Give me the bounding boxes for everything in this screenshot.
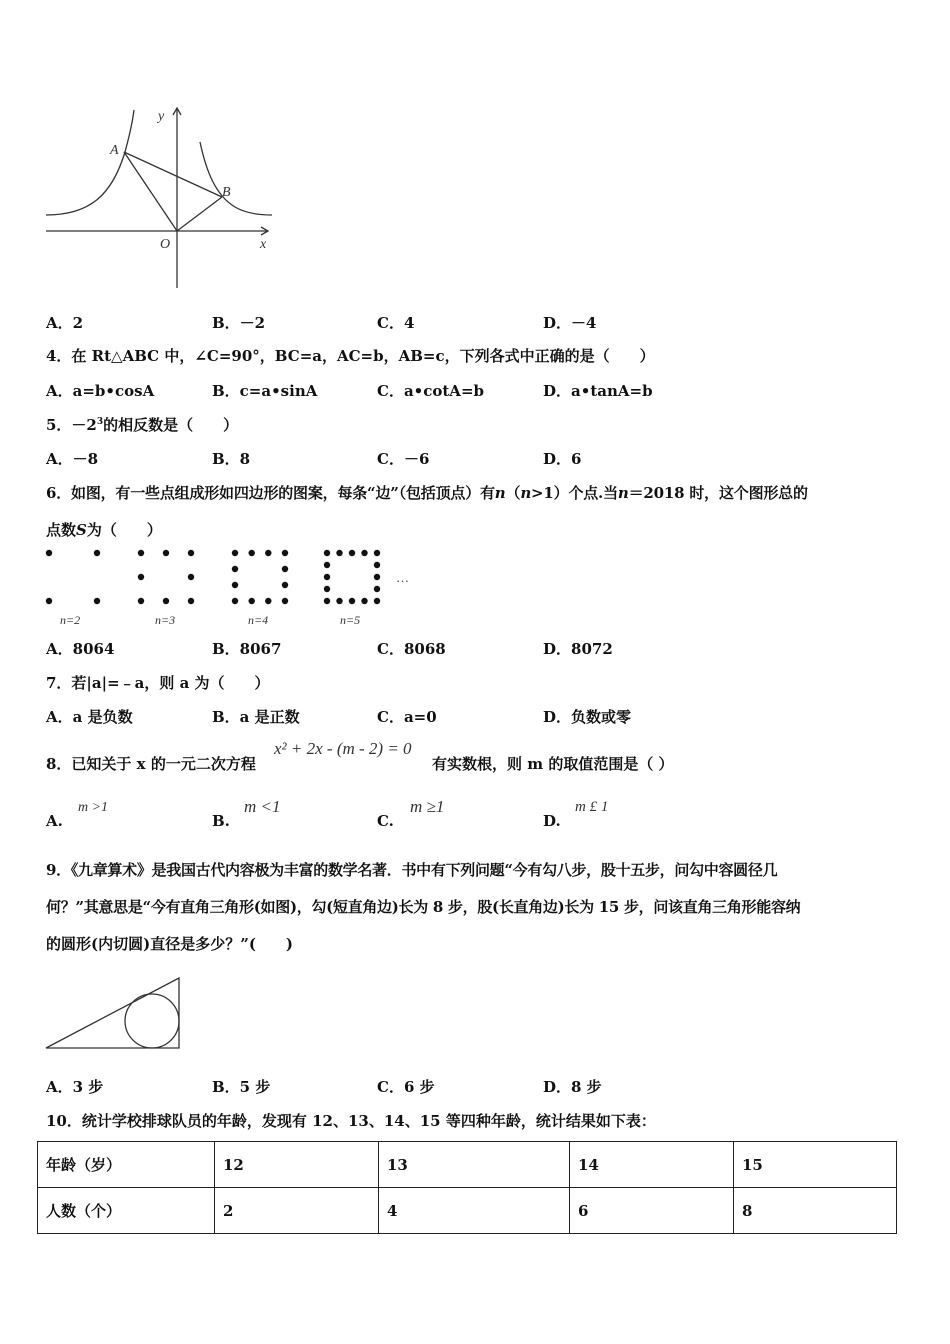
- q7-option-a: A．a 是负数: [46, 708, 133, 726]
- q5-option-d: D．6: [543, 450, 582, 468]
- q6-text-e: 点数: [46, 521, 77, 539]
- q7-option-b: B．a 是正数: [212, 708, 300, 726]
- q8-option-b-letter: B.: [212, 812, 230, 830]
- q6-label-n2: n=2: [60, 613, 81, 627]
- q8-stem-suffix: 有实数根，则 m 的取值范围是（ ）: [432, 755, 674, 773]
- q8-option-a-math: m >1: [78, 800, 109, 815]
- q9-option-c: C．6 步: [377, 1078, 435, 1096]
- q6-stem-line1: [46, 482, 808, 503]
- hyperbola-right-branch: [200, 142, 272, 215]
- q8-option-c-letter: C.: [377, 812, 394, 830]
- q9-option-d: D．8 步: [543, 1078, 602, 1096]
- q6-label-n4: n=4: [248, 613, 269, 627]
- table-cell: 2: [215, 1188, 379, 1234]
- q5-stem-suffix: 的相反数是（ ）: [103, 416, 239, 434]
- q5-option-b: B．8: [212, 450, 251, 468]
- q6-stem-line2: [46, 519, 162, 540]
- hyperbola-left-branch: [46, 110, 134, 215]
- q9-option-a: A．3 步: [46, 1078, 104, 1096]
- point-b-label: B: [222, 185, 231, 200]
- q3-option-b: B．－2: [212, 314, 266, 332]
- q6-text-b: （: [505, 484, 521, 502]
- q6-ellipsis: …: [397, 570, 409, 585]
- q8-option-d-math: m £ 1: [575, 799, 609, 815]
- q8-option-b-math: m <1: [244, 797, 281, 816]
- q5-stem-prefix: 5．－2: [46, 416, 97, 434]
- y-axis-label: y: [158, 109, 165, 124]
- q6-text-a: 6．如图，有一些点组成形如四边形的图案，每条“边”（包括顶点）有: [46, 484, 495, 502]
- q9-option-b: B．5 步: [212, 1078, 271, 1096]
- table-cell: 4: [379, 1188, 570, 1234]
- q6-var-n3: n: [617, 484, 629, 502]
- q9-triangle-incircle-figure: [40, 972, 190, 1054]
- q6-dot-patterns: [40, 544, 420, 614]
- table-row: [38, 1188, 897, 1234]
- q3-graph-figure: [40, 100, 280, 295]
- q6-text-d: ＝2018 时，这个图形总的: [628, 484, 808, 502]
- q6-var-n: n: [494, 484, 506, 502]
- q6-label-n3: n=3: [155, 613, 176, 627]
- q5-option-a: A．－8: [46, 450, 99, 468]
- q7-option-d: D．负数或零: [543, 708, 632, 726]
- q6-option-d: D．8072: [543, 640, 613, 658]
- q9-stem-line2: 何？”其意思是“今有直角三角形(如图)，勾(短直角边)长为 8 步，股(长直角边)长为 15 步，问该直角三角形能容纳: [46, 898, 801, 916]
- q9-stem-line1: 9．《九章算术》是我国古代内容极为丰富的数学名著．书中有下列问题“今有勾八步，股十五步，问勾中容圆径几: [46, 861, 778, 879]
- q6-var-s: S: [76, 521, 87, 539]
- q8-option-c-math: m ≥1: [410, 797, 445, 816]
- q4-stem: 4．在 Rt△ABC 中，∠C=90°，BC=a，AC=b，AB=c，下列各式中正确的是（ ）: [46, 347, 655, 365]
- q4-option-b: B．c=a•sinA: [212, 382, 318, 400]
- q6-text-c: >1）个点.当: [531, 484, 618, 502]
- table-cell: 14: [570, 1142, 734, 1188]
- q10-stem: 10．统计学校排球队员的年龄，发现有 12、13、14、15 等四种年龄，统计结果如下表：: [46, 1112, 656, 1130]
- q6-label-n5: n=5: [340, 613, 361, 627]
- origin-label: O: [160, 237, 171, 252]
- table-cell: 13: [379, 1142, 570, 1188]
- q7-stem: 7．若|a|=﹣a，则 a 为（ ）: [46, 674, 270, 692]
- right-triangle: [46, 978, 179, 1048]
- q5-stem-exponent: 3: [96, 417, 104, 427]
- q6-option-b: B．8067: [212, 640, 282, 658]
- q6-option-c: C．8068: [377, 640, 446, 658]
- q5-option-c: C．－6: [377, 450, 430, 468]
- incircle: [125, 994, 179, 1048]
- q4-option-a: A．a=b•cosA: [46, 382, 155, 400]
- table-cell: 6: [570, 1188, 734, 1234]
- table-cell: 8: [734, 1188, 897, 1234]
- table-cell: 15: [734, 1142, 897, 1188]
- q7-option-c: C．a=0: [377, 708, 437, 726]
- table-cell: 12: [215, 1142, 379, 1188]
- q8-equation: x² + 2x - (m - 2) = 0: [274, 739, 412, 758]
- x-axis-label: x: [260, 237, 267, 252]
- q8-stem-prefix: 8．已知关于 x 的一元二次方程: [46, 755, 256, 773]
- q3-option-a: A．2: [46, 314, 84, 332]
- point-a-label: A: [110, 143, 119, 158]
- segment-ob: [177, 197, 222, 231]
- q6-var-n2: n: [520, 484, 532, 502]
- q4-option-d: D．a•tanA=b: [543, 382, 653, 400]
- q8-option-d-letter: D.: [543, 812, 561, 830]
- q3-option-c: C．4: [377, 314, 415, 332]
- q8-option-a-letter: A.: [46, 812, 63, 830]
- table-cell: 人数（个）: [38, 1188, 215, 1234]
- q3-option-d: D．－4: [543, 314, 597, 332]
- q4-option-c: C．a•cotA=b: [377, 382, 485, 400]
- q5-stem: [46, 414, 238, 435]
- q10-age-table: [37, 1141, 897, 1234]
- q9-stem-line3: 的圆形(内切圆)直径是多少？”( ): [46, 935, 294, 953]
- table-row: [38, 1142, 897, 1188]
- q6-text-f: 为（ ）: [86, 521, 162, 539]
- q6-option-a: A．8064: [46, 640, 115, 658]
- table-cell: 年龄（岁）: [38, 1142, 215, 1188]
